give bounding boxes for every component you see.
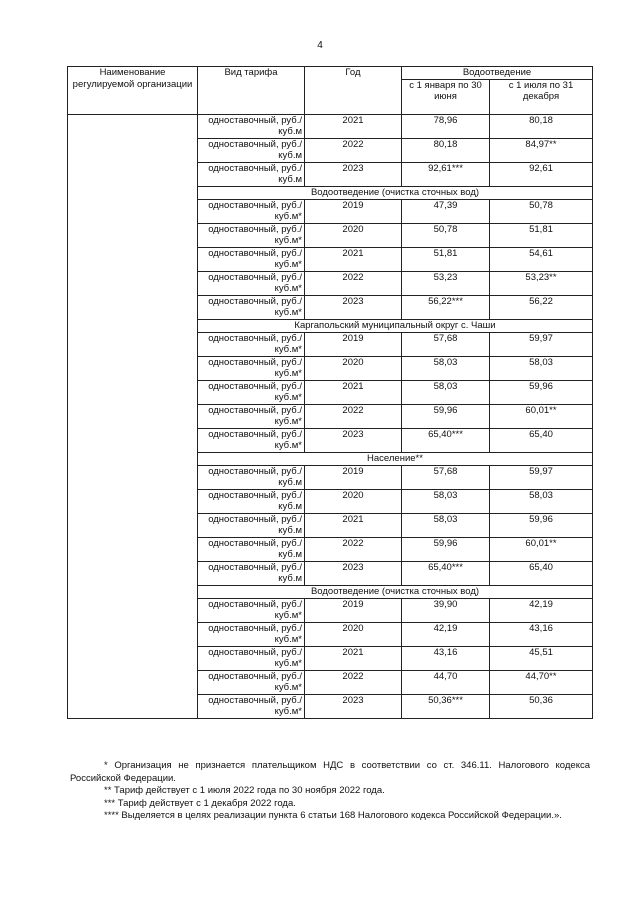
year-cell: 2020 <box>305 223 402 247</box>
value-period2-cell: 58,03 <box>490 356 593 380</box>
tariff-type-cell: одноставочный, руб./куб.м* <box>198 670 305 694</box>
organization-cell <box>68 114 198 718</box>
footnote-4: **** Выделяется в целях реализации пункта 6 статьи 168 Налогового кодекса Российской Федерации.». <box>104 810 562 821</box>
tariff-type-cell: одноставочный, руб./куб.м <box>198 537 305 561</box>
tariff-type-cell: одноставочный, руб./куб.м* <box>198 223 305 247</box>
value-period1-cell: 59,96 <box>402 404 490 428</box>
value-period1-cell: 57,68 <box>402 332 490 356</box>
year-cell: 2021 <box>305 114 402 138</box>
tariff-type-cell: одноставочный, руб./куб.м* <box>198 295 305 319</box>
year-cell: 2019 <box>305 465 402 489</box>
year-cell: 2023 <box>305 428 402 452</box>
value-period1-cell: 50,78 <box>402 223 490 247</box>
year-cell: 2023 <box>305 561 402 585</box>
page-number: 4 <box>317 40 323 51</box>
value-period1-cell: 58,03 <box>402 489 490 513</box>
year-cell: 2022 <box>305 537 402 561</box>
tariff-type-cell: одноставочный, руб./куб.м* <box>198 247 305 271</box>
value-period1-cell: 58,03 <box>402 380 490 404</box>
value-period1-cell: 39,90 <box>402 598 490 622</box>
tariff-type-cell: одноставочный, руб./куб.м <box>198 114 305 138</box>
footnotes <box>70 760 590 823</box>
value-period2-cell: 65,40 <box>490 428 593 452</box>
value-period1-cell: 50,36*** <box>402 694 490 718</box>
tariff-table <box>67 66 593 719</box>
value-period2-cell: 84,97** <box>490 138 593 162</box>
value-period1-cell: 80,18 <box>402 138 490 162</box>
header-period1: с 1 января по 30 июня <box>402 79 490 114</box>
value-period2-cell: 80,18 <box>490 114 593 138</box>
year-cell: 2022 <box>305 404 402 428</box>
header-year: Год <box>305 67 402 115</box>
value-period2-cell: 51,81 <box>490 223 593 247</box>
tariff-type-cell: одноставочный, руб./куб.м <box>198 561 305 585</box>
value-period1-cell: 57,68 <box>402 465 490 489</box>
header-type: Вид тарифа <box>198 67 305 115</box>
value-period2-cell: 56,22 <box>490 295 593 319</box>
section-title: Население** <box>198 452 593 465</box>
footnote-3: *** Тариф действует с 1 декабря 2022 года. <box>104 797 296 809</box>
footnote-1: * Организация не признается плательщиком НДС в соответствии со ст. 346.11. Налогового кодекса Российской Федерации. <box>70 760 590 784</box>
year-cell: 2023 <box>305 295 402 319</box>
value-period2-cell: 92,61 <box>490 162 593 186</box>
year-cell: 2022 <box>305 271 402 295</box>
footnote-2: ** Тариф действует с 1 июля 2022 года по 30 ноября 2022 года. <box>104 785 385 796</box>
value-period2-cell: 45,51 <box>490 646 593 670</box>
tariff-type-cell: одноставочный, руб./куб.м* <box>198 404 305 428</box>
tariff-type-cell: одноставочный, руб./куб.м* <box>198 694 305 718</box>
tariff-type-cell: одноставочный, руб./куб.м* <box>198 332 305 356</box>
tariff-type-cell: одноставочный, руб./куб.м <box>198 465 305 489</box>
value-period1-cell: 53,23 <box>402 271 490 295</box>
value-period2-cell: 54,61 <box>490 247 593 271</box>
value-period1-cell: 58,03 <box>402 356 490 380</box>
tariff-type-cell: одноставочный, руб./куб.м* <box>198 356 305 380</box>
value-period1-cell: 56,22*** <box>402 295 490 319</box>
value-period1-cell: 51,81 <box>402 247 490 271</box>
section-title: Водоотведение (очистка сточных вод) <box>198 585 593 598</box>
value-period1-cell: 78,96 <box>402 114 490 138</box>
year-cell: 2020 <box>305 622 402 646</box>
year-cell: 2019 <box>305 332 402 356</box>
section-title: Каргапольский муниципальный округ с. Чаши <box>198 319 593 332</box>
year-cell: 2021 <box>305 513 402 537</box>
tariff-type-cell: одноставочный, руб./куб.м* <box>198 622 305 646</box>
tariff-type-cell: одноставочный, руб./куб.м* <box>198 380 305 404</box>
value-period2-cell: 59,96 <box>490 380 593 404</box>
value-period2-cell: 60,01** <box>490 404 593 428</box>
tariff-type-cell: одноставочный, руб./куб.м <box>198 162 305 186</box>
tariff-type-cell: одноставочный, руб./куб.м* <box>198 646 305 670</box>
value-period2-cell: 43,16 <box>490 622 593 646</box>
year-cell: 2023 <box>305 162 402 186</box>
year-cell: 2019 <box>305 598 402 622</box>
value-period1-cell: 65,40*** <box>402 428 490 452</box>
value-period1-cell: 59,96 <box>402 537 490 561</box>
tariff-type-cell: одноставочный, руб./куб.м* <box>198 598 305 622</box>
year-cell: 2022 <box>305 670 402 694</box>
value-period2-cell: 59,97 <box>490 332 593 356</box>
tariff-type-cell: одноставочный, руб./куб.м* <box>198 271 305 295</box>
tariff-type-cell: одноставочный, руб./куб.м <box>198 513 305 537</box>
header-row <box>68 67 593 80</box>
value-period2-cell: 59,96 <box>490 513 593 537</box>
tariff-type-cell: одноставочный, руб./куб.м* <box>198 428 305 452</box>
tariff-type-cell: одноставочный, руб./куб.м <box>198 138 305 162</box>
value-period1-cell: 65,40*** <box>402 561 490 585</box>
value-period1-cell: 92,61*** <box>402 162 490 186</box>
table-row <box>68 114 593 138</box>
year-cell: 2021 <box>305 247 402 271</box>
value-period2-cell: 60,01** <box>490 537 593 561</box>
header-period2: с 1 июля по 31 декабря <box>490 79 593 114</box>
value-period2-cell: 59,97 <box>490 465 593 489</box>
tariff-type-cell: одноставочный, руб./куб.м* <box>198 199 305 223</box>
value-period2-cell: 44,70** <box>490 670 593 694</box>
value-period1-cell: 58,03 <box>402 513 490 537</box>
tariff-table-body <box>68 67 593 719</box>
year-cell: 2021 <box>305 646 402 670</box>
value-period2-cell: 65,40 <box>490 561 593 585</box>
value-period1-cell: 42,19 <box>402 622 490 646</box>
year-cell: 2020 <box>305 356 402 380</box>
tariff-type-cell: одноставочный, руб./куб.м <box>198 489 305 513</box>
value-period2-cell: 50,36 <box>490 694 593 718</box>
year-cell: 2020 <box>305 489 402 513</box>
value-period1-cell: 44,70 <box>402 670 490 694</box>
year-cell: 2023 <box>305 694 402 718</box>
value-period2-cell: 50,78 <box>490 199 593 223</box>
value-period2-cell: 58,03 <box>490 489 593 513</box>
value-period2-cell: 42,19 <box>490 598 593 622</box>
section-title: Водоотведение (очистка сточных вод) <box>198 186 593 199</box>
year-cell: 2019 <box>305 199 402 223</box>
header-group: Водоотведение <box>402 67 593 80</box>
value-period2-cell: 53,23** <box>490 271 593 295</box>
year-cell: 2022 <box>305 138 402 162</box>
value-period1-cell: 43,16 <box>402 646 490 670</box>
value-period1-cell: 47,39 <box>402 199 490 223</box>
header-org: Наименование регулируемой организации <box>68 67 198 115</box>
year-cell: 2021 <box>305 380 402 404</box>
